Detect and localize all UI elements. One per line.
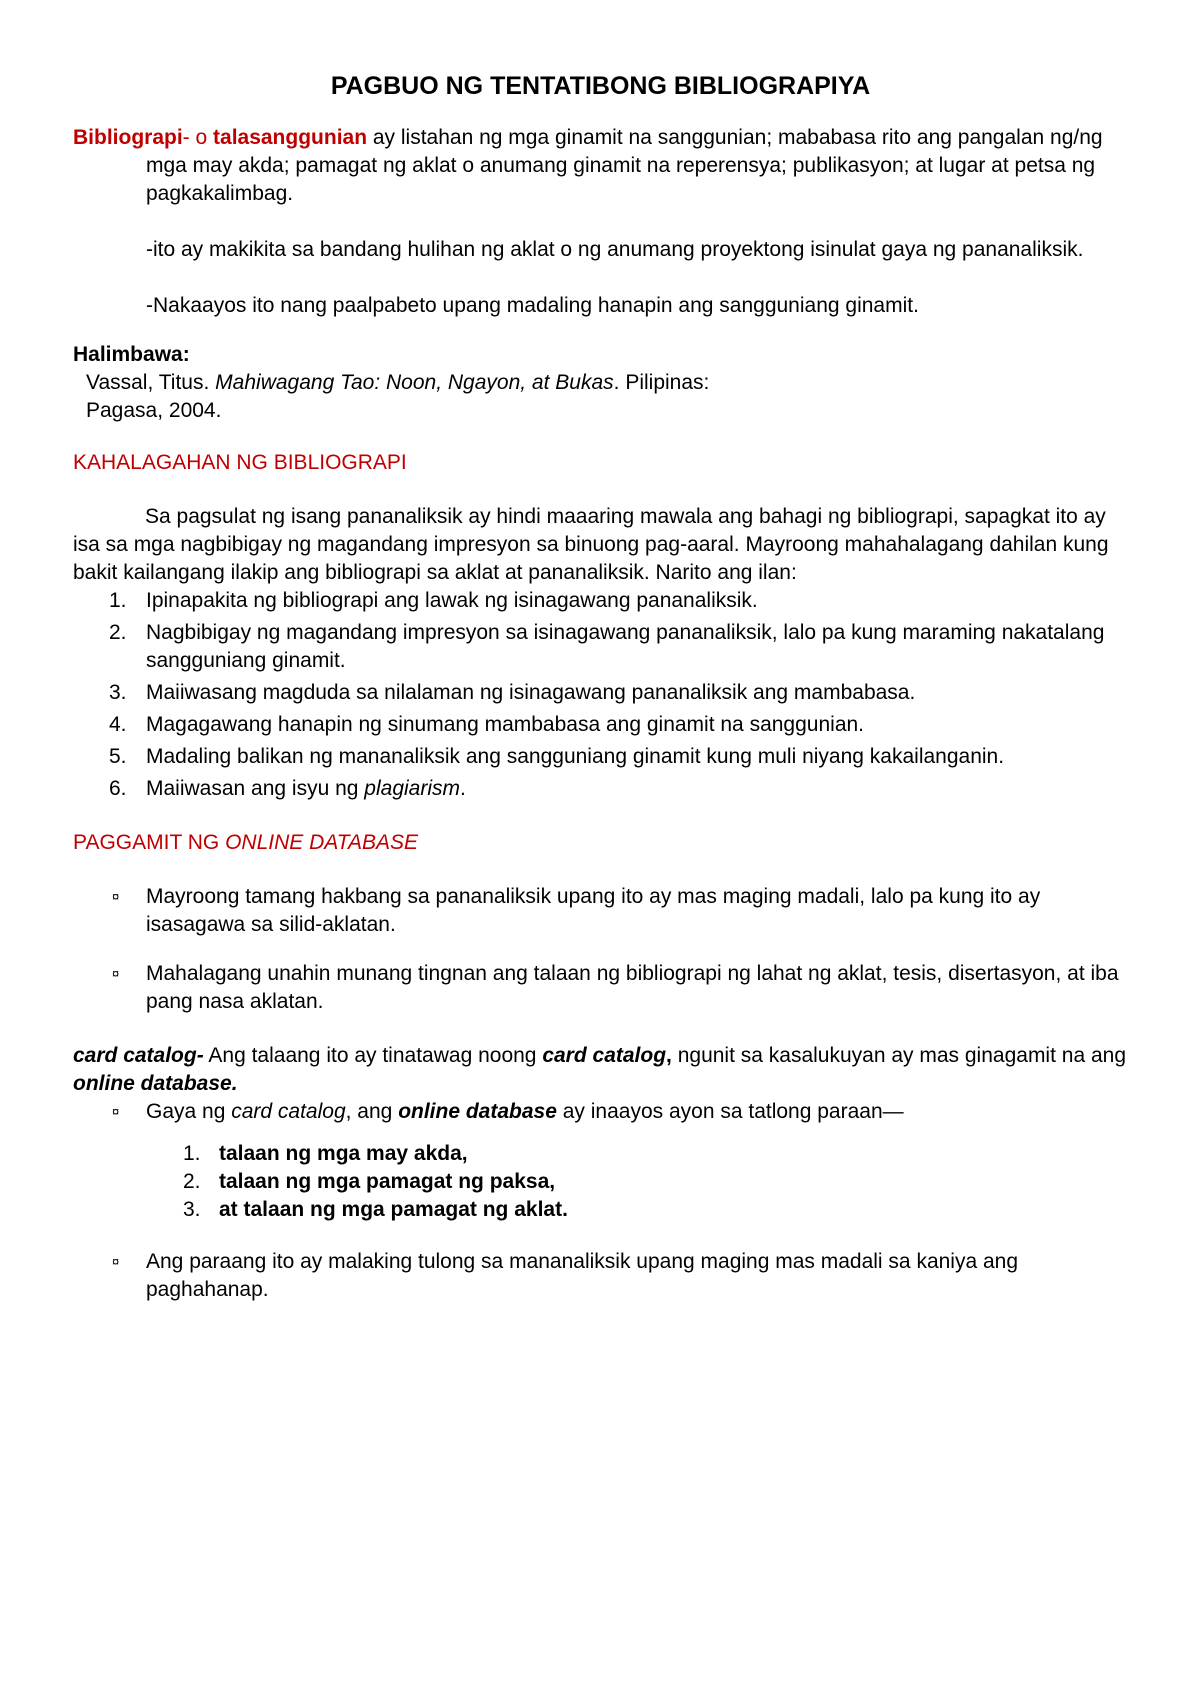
bullet-text: Gaya ng [146,1100,232,1123]
bullet-text: Mahalagang unahin munang tingnan ang talaan ng bibliograpi ng lahat ng aklat, tesis, disertasyon, at iba pang nasa aklatan. [146,962,1119,1013]
list-item [73,679,1128,707]
example-publisher: Pagasa, 2004. [86,399,222,422]
definition-note-2: -Nakaayos ito nang paalpabeto upang madaling hanapin ang sangguniang ginamit. [146,294,919,317]
bullet-item [73,1248,1128,1304]
card-catalog-term-2: card catalog [542,1044,667,1067]
spacer [73,425,1128,449]
list-item [73,587,1128,615]
list-number: 1. [183,1142,201,1165]
list-item [73,1140,1128,1168]
bullet-text: Ang paraang ito ay malaking tulong sa mananaliksik upang maging mas madali sa kaniya ang paghahanap. [146,1250,1019,1301]
plagiarism-term: plagiarism [364,777,460,800]
card-catalog-term: card catalog- [73,1044,204,1067]
list-number: 2. [183,1170,201,1193]
document-page [73,70,1128,1304]
list-item-text: Maiiwasan ang isyu ng [146,777,365,800]
bullet-italic: card catalog [231,1100,346,1123]
online-bullets [73,883,1128,1016]
list-item-end: . [460,777,466,800]
list-item-text: Maiiwasang magduda sa nilalaman ng isinagawang pananaliksik ang mambabasa. [146,681,916,704]
list-item-text: Magagawang hanapin ng sinumang mambabasa ang ginamit na sanggunian. [146,713,865,736]
online-heading-italic: ONLINE DATABASE [225,831,419,854]
card-catalog-paragraph [73,1042,1128,1098]
bullet-item [73,960,1128,1016]
example-book-title: Mahiwagang Tao: Noon, Ngayon, at Bukas [215,371,614,394]
online-heading [73,829,1128,857]
list-item [73,1196,1128,1224]
example-author: Vassal, Titus. [86,371,216,394]
bullet-icon: ¤ [112,1254,120,1269]
online-database-term: online database. [73,1072,238,1095]
importance-list [73,587,1128,803]
list-item [73,743,1128,771]
example-heading: Halimbawa: [73,343,190,366]
definition-note-1: -ito ay makikita sa bandang hulihan ng aklat o ng anumang proyektong isinulat gaya ng pananaliksik. [146,238,1084,261]
bullet-icon: ¤ [112,1104,120,1119]
term-bibliograpi: Bibliograpi [73,126,183,149]
spacer [73,208,1128,236]
spacer [73,1224,1128,1248]
example-citation-line-1 [86,369,1128,397]
list-number: 3. [109,681,127,704]
term-separator: - o [182,126,214,149]
card-catalog-text-3: ngunit sa kasalukuyan ay mas ginagamit na ang [677,1044,1126,1067]
list-item-text: Madaling balikan ng mananaliksik ang sangguniang ginamit kung muli niyang kakailanganin. [146,745,1005,768]
list-item [73,775,1128,803]
catalog-bullets [73,1098,1128,1126]
list-number: 1. [109,589,127,612]
bullet-item [73,883,1128,939]
list-number: 2. [109,621,127,644]
example-place: . Pilipinas: [613,371,710,394]
spacer [73,320,1128,341]
online-heading-text: PAGGAMIT NG [73,831,226,854]
bullet-text: Mayroong tamang hakbang sa pananaliksik upang ito ay mas maging madali, lalo pa kung ito ay isasagawa sa silid-aklatan. [146,885,1041,936]
spacer [73,1016,1128,1042]
spacer [73,1126,1128,1140]
list-number: 3. [183,1198,201,1221]
importance-heading: KAHALAGAHAN NG BIBLIOGRAPI [73,451,407,474]
bullet-text: , ang [345,1100,399,1123]
spacer [73,264,1128,292]
list-number: 4. [109,713,127,736]
spacer [73,477,1128,503]
list-item [73,619,1128,675]
bullet-item [73,1098,1128,1126]
list-item-text: talaan ng mga pamagat ng paksa, [219,1170,556,1193]
list-item [73,711,1128,739]
catalog-methods-list [73,1140,1128,1224]
bullet-icon: ¤ [112,889,120,904]
list-item-text: at talaan ng mga pamagat ng aklat. [219,1198,568,1221]
card-catalog-comma: , [666,1044,678,1067]
spacer [73,939,1128,960]
bullet-icon: ¤ [112,966,120,981]
bullet-bold: online database [398,1100,557,1123]
list-item-text: talaan ng mga may akda, [219,1142,468,1165]
spacer [73,857,1128,883]
definition-text: ay listahan ng mga ginamit na sanggunian; mababasa rito ang pangalan ng/ng mga may akda; pamagat ng aklat o anumang ginamit na reperensya; publikasyon; at lugar at petsa ng pagkakalimbag. [146,126,1103,205]
list-item-text: Ipinapakita ng bibliograpi ang lawak ng isinagawang pananaliksik. [146,589,758,612]
term-talasanggunian: talasanggunian [213,126,368,149]
importance-paragraph: Sa pagsulat ng isang pananaliksik ay hindi maaaring mawala ang bahagi ng bibliograpi, sapagkat ito ay isa sa mga nagbibigay ng magandang impresyon sa binuong pag-aaral. Mayroong mahahalagang dahilan kung bakit kailangang ilakip ang bibliograpi sa aklat at pananaliksik. Narito ang ilan: [73,505,1109,584]
definition-paragraph [73,124,1128,208]
bullet-text: ay inaayos ayon sa tatlong paraan— [556,1100,904,1123]
list-item-text: Nagbibigay ng magandang impresyon sa isinagawang pananaliksik, lalo pa kung maraming nakatalang sangguniang ginamit. [146,621,1105,672]
list-item [73,1168,1128,1196]
final-bullets [73,1248,1128,1304]
card-catalog-text-1: Ang talaang ito ay tinatawag noong [203,1044,543,1067]
list-number: 5. [109,745,127,768]
spacer [73,807,1128,829]
list-number: 6. [109,777,127,800]
page-title: PAGBUO NG TENTATIBONG BIBLIOGRAPIYA [330,72,871,100]
